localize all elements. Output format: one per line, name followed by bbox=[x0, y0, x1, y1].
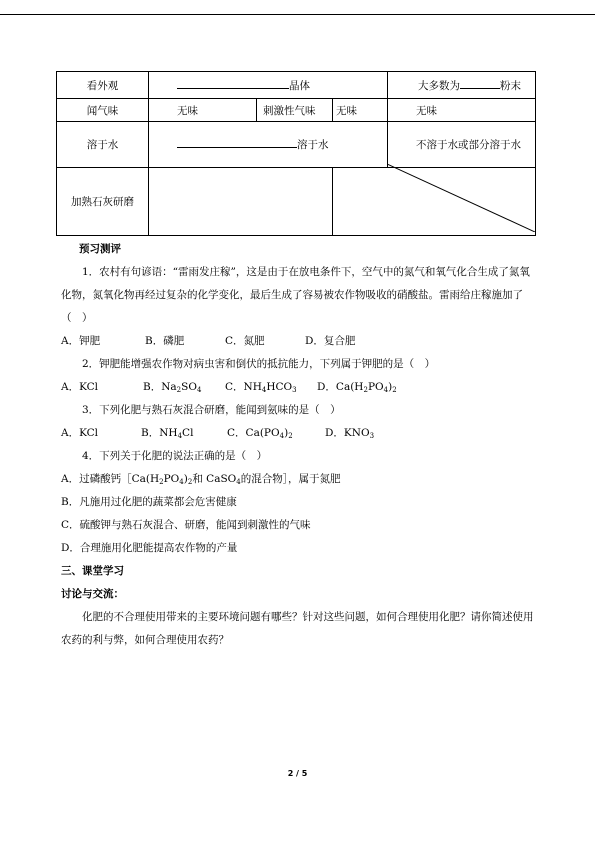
section-preview-title: 预习测评 bbox=[79, 243, 121, 255]
smell-cell: 无味 bbox=[388, 99, 536, 122]
question-1-options bbox=[61, 330, 541, 353]
question-1: 1．农村有句谚语：“雷雨发庄稼”，这是由于在放电条件下，空气中的氮气和氧气化合生成了氮氧化物，氮氧化物再经过复杂的化学变化，最后生成了容易被农作物吸收的硝酸盐。雷雨给庄稼施加了（ ） bbox=[61, 266, 530, 324]
appearance-answer-cell bbox=[149, 72, 388, 99]
option-a: A．钾肥 bbox=[61, 335, 101, 347]
smell-cell: 刺激性气味 bbox=[257, 99, 333, 122]
page-number: 2 / 5 bbox=[287, 769, 308, 778]
question-2-options bbox=[61, 376, 541, 399]
question-3: 3．下列化肥与熟石灰混合研磨，能闻到氨味的是（ ） bbox=[82, 404, 341, 416]
answer-blank bbox=[177, 78, 289, 89]
option-c: C．$Ca(PO_4)_2$ bbox=[227, 427, 293, 440]
option-b: B．$NH_4Cl$ bbox=[141, 427, 194, 440]
header-rule bbox=[0, 14, 595, 15]
solubility-answer-cell bbox=[149, 122, 388, 168]
option-b: B．$Na_2SO_4$ bbox=[143, 381, 202, 394]
question-4-option-b: B．凡施用过化肥的蔬菜都会危害健康 bbox=[61, 496, 237, 508]
cell-text: 溶于水 bbox=[297, 139, 329, 151]
grinding-cell bbox=[149, 168, 333, 236]
discussion-text: 化肥的不合理使用带来的主要环境问题有哪些？针对这些问题，如何合理使用化肥？请你简述使用农药的利与弊，如何合理使用农药？ bbox=[61, 611, 534, 646]
answer-blank bbox=[460, 78, 500, 89]
question-4-option-a: A．过磷酸钙$[Ca(H_2PO_4)_2$和 CaSO$_4$的混合物］，属于氮肥 bbox=[61, 473, 341, 486]
question-4-option-d: D．合理施用化肥能提高农作物的产量 bbox=[61, 542, 238, 554]
solubility-other-cell: 不溶于水或部分溶于水 bbox=[388, 122, 536, 168]
table-row bbox=[57, 72, 536, 99]
row-label-grinding: 加熟石灰研磨 bbox=[57, 168, 149, 236]
answer-blank bbox=[177, 137, 297, 148]
smell-cell: 无味 bbox=[149, 99, 257, 122]
table-row bbox=[57, 99, 536, 122]
option-c: C．$NH_4HCO_3$ bbox=[225, 381, 297, 394]
smell-cell: 无味 bbox=[333, 99, 388, 122]
option-c: C．氮肥 bbox=[225, 335, 265, 347]
option-a: A．KCl bbox=[61, 427, 99, 439]
row-label-smell: 闻气味 bbox=[57, 99, 149, 122]
question-4-option-c: C．硫酸钾与熟石灰混合、研磨，能闻到刺激性的气味 bbox=[61, 519, 311, 531]
cell-text: 粉末 bbox=[500, 79, 521, 92]
option-d: D．复合肥 bbox=[305, 335, 356, 347]
question-4: 4．下列关于化肥的说法正确的是（ ） bbox=[82, 450, 268, 462]
question-3-options bbox=[61, 422, 541, 445]
option-d: D．$KNO_3$ bbox=[325, 427, 375, 440]
cell-text: 晶体 bbox=[289, 79, 310, 92]
question-2: 2．钾肥能增强农作物对病虫害和倒伏的抵抗能力，下列属于钾肥的是（ ） bbox=[82, 358, 436, 370]
content-body bbox=[61, 238, 541, 652]
option-d: D．$Ca(H_2PO_4)_2$ bbox=[317, 381, 397, 394]
option-b: B．磷肥 bbox=[145, 335, 185, 347]
table-row bbox=[57, 122, 536, 168]
discussion-title: 讨论与交流： bbox=[61, 588, 124, 600]
cell-text: 大多数为 bbox=[418, 79, 460, 92]
row-label-solubility: 溶于水 bbox=[57, 122, 149, 168]
option-a: A．KCl bbox=[61, 381, 99, 393]
diagonal-slash bbox=[387, 164, 535, 232]
section-3-title: 三、课堂学习 bbox=[61, 565, 124, 577]
appearance-other-cell bbox=[388, 72, 536, 99]
row-label-appearance: 看外观 bbox=[57, 72, 149, 99]
